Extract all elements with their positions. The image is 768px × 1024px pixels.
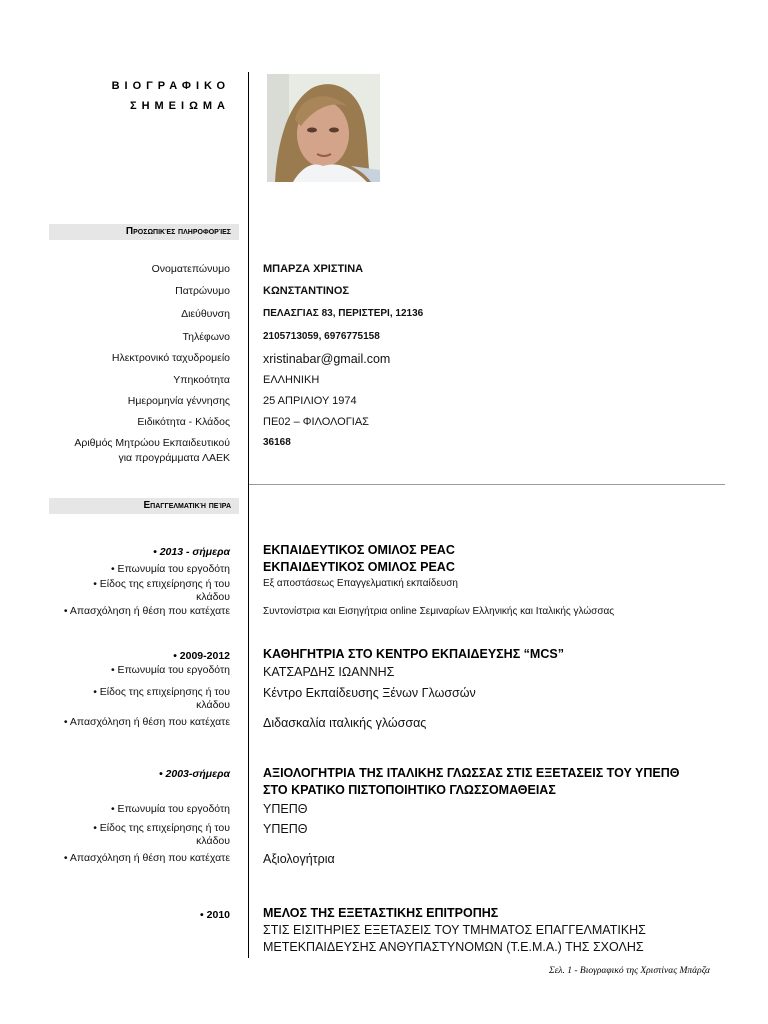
- entry2-year: • 2009-2012: [173, 650, 230, 662]
- label-address: Διεύθυνση: [181, 308, 230, 320]
- entry3-headline-line1: ΑΞΙΟΛΟΓΗΤΡΙΑ ΤΗΣ ΙΤΑΛΙΚΗΣ ΓΛΩΣΣΑΣ ΣΤΙΣ ΕΞΕΤΑΣΕΙΣ ΤΟΥ ΥΠΕΠΘ: [263, 766, 680, 780]
- label-fullname: Ονοματεπώνυμο: [151, 263, 230, 275]
- entry1-employer-label: • Επωνυμία του εργοδότη: [110, 563, 230, 575]
- entry2-position-label: • Απασχόληση ή θέση που κατέχατε: [63, 716, 230, 728]
- entry2-type: Κέντρο Εκπαίδευσης Ξένων Γλωσσών: [263, 686, 476, 700]
- entry1-type: Εξ αποστάσεως Επαγγελματική εκπαίδευση: [263, 578, 458, 589]
- entry3-type-label-line2: κλάδου: [196, 835, 230, 847]
- entry3-headline-line2: ΣΤΟ ΚΡΑΤΙΚΟ ΠΙΣΤΟΠΟΙΗΤΙΚΟ ΓΛΩΣΣΟΜΑΘΕΙΑΣ: [263, 783, 556, 797]
- document-title-line1: ΒΙΟΓΡΑΦΙΚΟ: [111, 80, 230, 92]
- value-nationality: ΕΛΛΗΝΙΚΗ: [263, 374, 320, 386]
- entry2-type-label-line1: • Είδος της επιχείρησης ή του: [93, 686, 230, 698]
- value-birthdate: 25 ΑΠΡΙΛΙΟΥ 1974: [263, 395, 357, 407]
- label-birthdate: Ημερομηνία γέννησης: [127, 395, 230, 407]
- entry3-position: Αξιολογήτρια: [263, 852, 335, 866]
- entry1-employer: ΕΚΠΑΙΔΕΥΤΙΚΟΣ ΟΜΙΛΟΣ ΡΕΑC: [263, 560, 455, 574]
- document-title-line2: ΣΗΜΕΙΩΜΑ: [129, 100, 230, 112]
- section-heading-personal: Προσωπικές πληροφορίες: [49, 224, 239, 240]
- entry1-headline: ΕΚΠΑΙΔΕΥΤΙΚΟΣ ΟΜΙΛΟΣ ΡΕΑC: [263, 543, 455, 557]
- entry3-employer-label: • Επωνυμία του εργοδότη: [110, 803, 230, 815]
- entry4-detail-line2: ΜΕΤΕΚΠΑΙΔΕΥΣΗΣ ΑΝΘΥΠΑΣΤΥΝΟΜΩΝ (Τ.Ε.Μ.Α.) ΤΗΣ ΣΧΟΛΗΣ: [263, 940, 644, 954]
- value-specialty: ΠΕ02 – ΦΙΛΟΛΟΓΙΑΣ: [263, 416, 369, 428]
- label-email: Ηλεκτρονικό ταχυδρομείο: [111, 352, 230, 364]
- entry3-type: ΥΠΕΠΘ: [263, 822, 308, 836]
- label-nationality: Υπηκοότητα: [173, 374, 230, 386]
- entry3-position-label: • Απασχόληση ή θέση που κατέχατε: [63, 852, 230, 864]
- entry2-headline: ΚΑΘΗΓΗΤΡΙΑ ΣΤΟ ΚΕΝΤΡΟ ΕΚΠΑΙΔΕΥΣΗΣ “MCS”: [263, 647, 564, 661]
- label-registry-number-line1: Αριθμός Μητρώου Εκπαιδευτικού: [74, 437, 230, 449]
- entry1-type-label-line1: • Είδος της επιχείρησης ή του: [93, 578, 230, 590]
- entry2-employer-label: • Επωνυμία του εργοδότη: [110, 664, 230, 676]
- section-heading-experience: Επαγγελματική πείρα: [49, 498, 239, 514]
- profile-photo: [267, 74, 380, 182]
- value-phone: 2105713059, 6976775158: [263, 331, 380, 342]
- entry1-type-label-line2: κλάδου: [196, 591, 230, 603]
- entry4-year: • 2010: [200, 909, 230, 921]
- portrait-image: [267, 74, 380, 182]
- label-phone: Τηλέφωνο: [182, 331, 230, 343]
- column-divider: [248, 72, 249, 958]
- entry3-type-label-line1: • Είδος της επιχείρησης ή του: [93, 822, 230, 834]
- label-specialty: Ειδικότητα - Κλάδος: [137, 416, 230, 428]
- entry2-type-label-line2: κλάδου: [196, 699, 230, 711]
- value-father-name: ΚΩΝΣΤΑΝΤΙΝΟΣ: [263, 285, 349, 297]
- label-registry-number-line2: για προγράμματα ΛΑΕΚ: [118, 452, 230, 464]
- entry3-employer: ΥΠΕΠΘ: [263, 802, 308, 816]
- value-registry-number: 36168: [263, 437, 291, 448]
- entry1-position: Συντονίστρια και Εισηγήτρια online Σεμιναρίων Ελληνικής και Ιταλικής γλώσσας: [263, 606, 615, 617]
- entry2-employer: ΚΑΤΣΑΡΔΗΣ ΙΩΑΝΝΗΣ: [263, 665, 395, 679]
- entry1-year: • 2013 - σήμερα: [153, 546, 230, 558]
- value-address: ΠΕΛΑΣΓΙΑΣ 83, ΠΕΡΙΣΤΕΡΙ, 12136: [263, 308, 424, 319]
- value-email[interactable]: xristinabar@gmail.com: [263, 352, 391, 366]
- entry3-year: • 2003-σήμερα: [158, 768, 230, 780]
- page-footer: Σελ. 1 - Βιογραφικό της Χριστίνας Μπάρζα: [549, 966, 710, 976]
- entry1-position-label: • Απασχόληση ή θέση που κατέχατε: [63, 605, 230, 617]
- entry4-headline: ΜΕΛΟΣ ΤΗΣ ΕΞΕΤΑΣΤΙΚΗΣ ΕΠΙΤΡΟΠΗΣ: [263, 906, 499, 920]
- value-fullname: ΜΠΑΡΖΑ ΧΡΙΣΤΙΝΑ: [263, 263, 364, 275]
- label-father-name: Πατρώνυμο: [175, 285, 230, 297]
- entry4-detail-line1: ΣΤΙΣ ΕΙΣΙΤΗΡΙΕΣ ΕΞΕΤΑΣΕΙΣ ΤΟΥ ΤΜΗΜΑΤΟΣ ΕΠΑΓΓΕΛΜΑΤΙΚΗΣ: [263, 923, 646, 937]
- section-separator: [249, 484, 725, 485]
- entry2-position: Διδασκαλία ιταλικής γλώσσας: [263, 716, 427, 730]
